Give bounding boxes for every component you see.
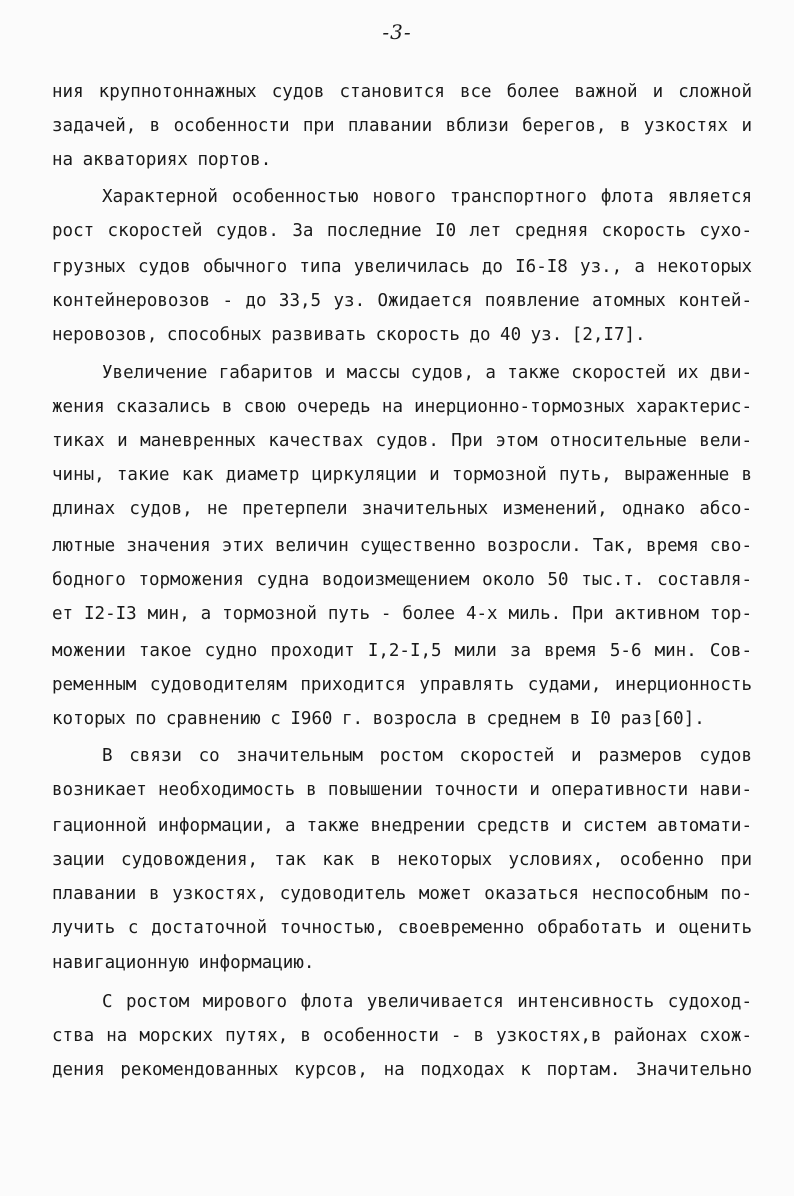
text-line: дения рекомендованных курсов, на подходах к портам. Значительно [52,1060,752,1080]
text-line: грузных судов обычного типа увеличилась до I6-I8 уз., а некоторых [52,257,752,277]
text-line: возникает необходимость в повышении точности и оперативности нави- [52,780,752,800]
text-line: ет I2-I3 мин, а тормозной путь - более 4-х миль. При активном тор- [52,604,752,624]
text-line: С ростом мирового флота увеличивается интенсивность судоход- [102,992,752,1012]
page-number: -3- [382,20,412,44]
text-line: гационной информации, а также внедрении средств и систем автомати- [52,816,752,836]
text-line: длинах судов, не претерпели значительных изменений, однако абсо- [52,499,752,519]
text-line: рост скоростей судов. За последние I0 лет средняя скорость сухо- [52,221,752,241]
text-line: В связи со значительным ростом скоростей и размеров судов [102,746,752,766]
text-line: лучить с достаточной точностью, своевременно обработать и оценить [52,918,752,938]
text-line: плавании в узкостях, судоводитель может оказаться неспособным по- [52,884,752,904]
text-line: навигационную информацию. [52,953,315,973]
text-line: жения сказались в свою очередь на инерционно-тормозных характерис- [52,397,752,417]
text-line: ременным судоводителям приходится управлять судами, инерционность [52,675,752,695]
text-line: задачей, в особенности при плавании вблизи берегов, в узкостях и [52,116,752,136]
text-line: которых по сравнению с I960 г. возросла в среднем в I0 раз[60]. [52,709,705,729]
text-line: контейнеровозов - до 33,5 уз. Ожидается появление атомных контей- [52,291,752,311]
text-line: чины, такие как диаметр циркуляции и тормозной путь, выраженные в [52,465,752,485]
text-line: зации судовождения, так как в некоторых условиях, особенно при [52,850,752,870]
text-line: лютные значения этих величин существенно возросли. Так, время сво- [52,536,752,556]
text-line: ния крупнотоннажных судов становится все более важной и сложной [52,82,752,102]
text-line: Характерной особенностью нового транспортного флота является [102,187,752,207]
text-line: можении такое судно проходит I,2-I,5 мили за время 5-6 мин. Сов- [52,641,752,661]
text-line: Увеличение габаритов и массы судов, а также скоростей их дви- [102,363,752,383]
text-line: ства на морских путях, в особенности - в узкостях,в районах схож- [52,1026,752,1046]
text-line: неровозов, способных развивать скорость до 40 уз. [2,I7]. [52,325,646,345]
text-line: бодного торможения судна водоизмещением около 50 тыс.т. составля- [52,570,752,590]
text-line: на акваториях портов. [52,150,272,170]
text-line: тиках и маневренных качествах судов. При этом относительные вели- [52,431,752,451]
